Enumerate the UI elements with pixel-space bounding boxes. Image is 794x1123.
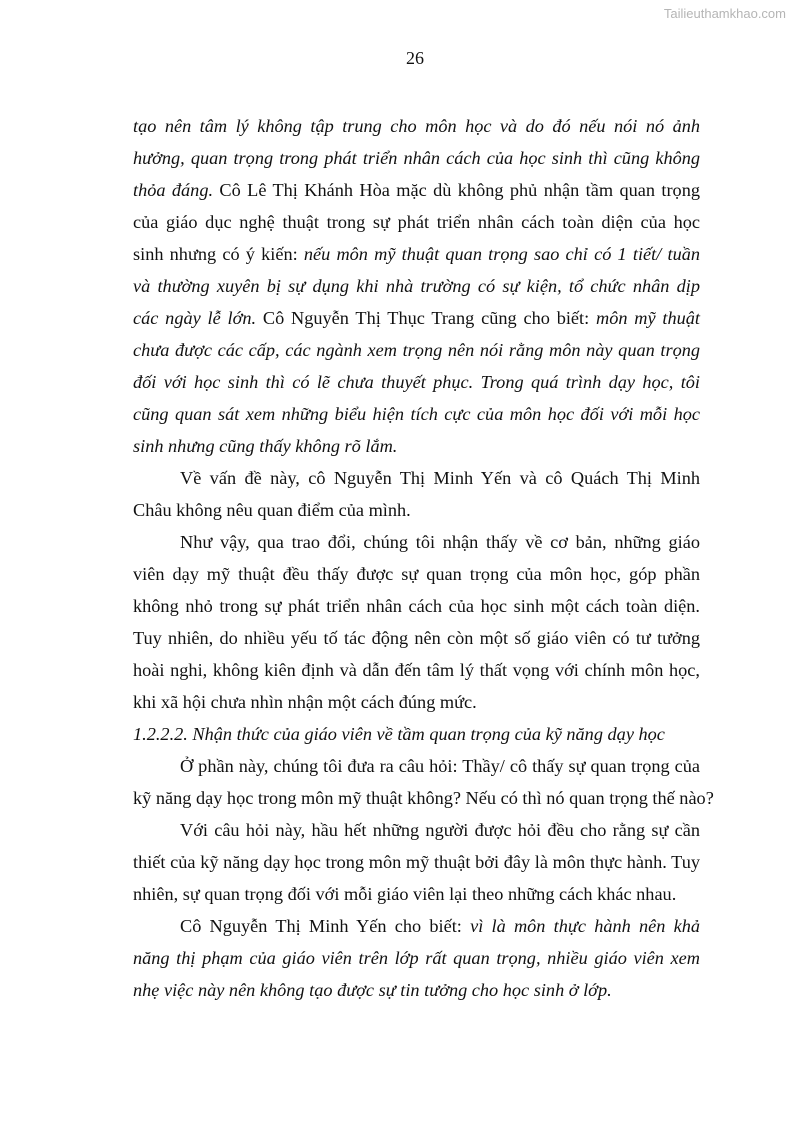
text: Như vậy, qua trao đổi, chúng tôi nhận thấy về cơ bản, những giáo — [180, 532, 700, 552]
text-line — [133, 339, 700, 361]
text-line — [133, 691, 700, 713]
section-heading — [133, 723, 700, 745]
text: Về vấn đề này, cô Nguyễn Thị Minh Yến và cô Quách Thị Minh — [180, 468, 700, 488]
text: khi xã hội chưa nhìn nhận một cách đúng mức. — [133, 692, 477, 712]
italic-text: 1.2.2.2. Nhận thức của giáo viên về tầm quan trọng của kỹ năng dạy học — [133, 724, 665, 744]
italic-text: nếu môn mỹ thuật quan trọng sao chỉ có 1 tiết/ tuần — [303, 244, 700, 264]
italic-text: hưởng, quan trọng trong phát triển nhân cách của học sinh thì cũng không — [133, 148, 700, 168]
text: Với câu hỏi này, hầu hết những người được hỏi đều cho rằng sự cần — [180, 820, 700, 840]
italic-text: thỏa đáng. — [133, 180, 214, 200]
text: Tuy nhiên, do nhiều yếu tố tác động nên còn một số giáo viên có tư tưởng — [133, 628, 700, 648]
text-line — [133, 115, 700, 137]
italic-text: sinh nhưng cũng thấy không rõ lắm. — [133, 436, 398, 456]
text: không nhỏ trong sự phát triển nhân cách của học sinh một cách toàn diện. — [133, 596, 700, 616]
text-line — [133, 371, 700, 393]
italic-text: chưa được các cấp, các ngành xem trọng nên nói rằng môn này quan trọng — [133, 340, 700, 360]
text-line — [133, 179, 700, 201]
text-line — [180, 531, 700, 553]
italic-text: nhẹ việc này nên không tạo được sự tin tưởng cho học sinh ở lớp. — [133, 980, 612, 1000]
text-line — [133, 883, 700, 905]
text-line — [133, 499, 700, 521]
text-line — [133, 979, 700, 1001]
text-line — [133, 563, 700, 585]
text-line — [133, 595, 700, 617]
text-line — [133, 275, 700, 297]
text: Cô Lê Thị Khánh Hòa mặc dù không phủ nhận tầm quan trọng — [213, 180, 700, 200]
italic-text: năng thị phạm của giáo viên trên lớp rất quan trọng, nhiều giáo viên xem — [133, 948, 700, 968]
italic-text: cũng quan sát xem những biểu hiện tích cực của môn học đối với mỗi học — [133, 404, 700, 424]
text-line — [133, 787, 714, 809]
text-line — [180, 819, 700, 841]
text: nhiên, sự quan trọng đối với mỗi giáo viên lại theo những cách khác nhau. — [133, 884, 677, 904]
text: viên dạy mỹ thuật đều thấy được sự quan trọng của môn học, góp phần — [133, 564, 700, 584]
italic-text: các ngày lễ lớn. — [133, 308, 257, 328]
italic-text: và thường xuyên bị sự dụng khi nhà trường có sự kiện, tổ chức nhân dịp — [133, 276, 700, 296]
text: Ở phần này, chúng tôi đưa ra câu hỏi: Thầy/ cô thấy sự quan trọng của — [180, 756, 700, 776]
italic-text: tạo nên tâm lý không tập trung cho môn học và do đó nếu nói nó ảnh — [133, 116, 700, 136]
text-line — [133, 147, 700, 169]
italic-text: đối với học sinh thì có lẽ chưa thuyết phục. Trong quá trình dạy học, tôi — [133, 372, 700, 392]
text-line — [133, 947, 700, 969]
text: sinh nhưng có ý kiến: — [133, 244, 304, 264]
text-line — [180, 467, 700, 489]
italic-text: vì là môn thực hành nên khả — [470, 916, 700, 936]
text: Cô Nguyễn Thị Thục Trang cũng cho biết: — [256, 308, 596, 328]
text: thiết của kỹ năng dạy học trong môn mỹ thuật bởi đây là môn thực hành. Tuy — [133, 852, 700, 872]
text-line — [133, 211, 700, 233]
text: kỹ năng dạy học trong môn mỹ thuật không? Nếu có thì nó quan trọng thế nào? — [133, 788, 714, 808]
text-line — [133, 851, 700, 873]
text: Cô Nguyễn Thị Minh Yến cho biết: — [180, 916, 471, 936]
text-line — [133, 243, 700, 265]
text-line — [133, 627, 700, 649]
text-line — [180, 915, 700, 937]
page-number: 26 — [406, 48, 424, 68]
text-line — [133, 659, 700, 681]
italic-text: môn mỹ thuật — [596, 308, 701, 328]
watermark: Tailieuthamkhao.com — [663, 6, 786, 21]
text: của giáo dục nghệ thuật trong sự phát triển nhân cách toàn diện của học — [133, 212, 700, 232]
text: hoài nghi, không kiên định và dẫn đến tâm lý thất vọng với chính môn học, — [133, 660, 700, 680]
text-line — [133, 435, 700, 457]
text-line — [133, 403, 700, 425]
text: Châu không nêu quan điểm của mình. — [133, 500, 411, 520]
text-line — [180, 755, 700, 777]
text-line — [133, 307, 700, 329]
